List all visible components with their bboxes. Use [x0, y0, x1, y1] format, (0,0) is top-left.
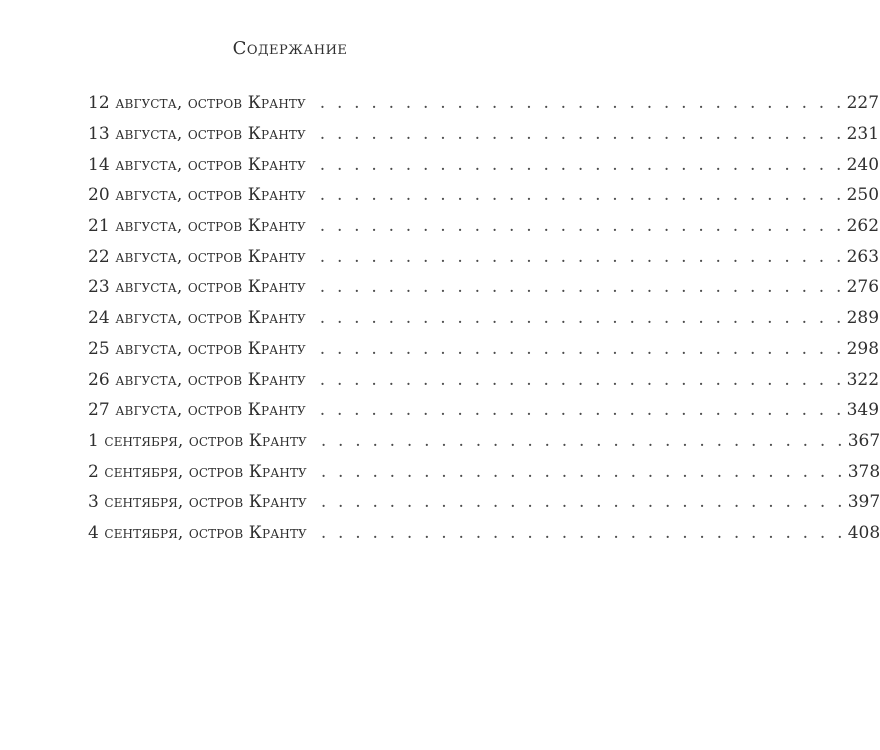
table-of-contents: [88, 88, 880, 548]
toc-entry: [88, 303, 880, 334]
toc-entry-label: 23 августа, остров Кранту: [88, 277, 306, 298]
toc-entry-label: 13 августа, остров Кранту: [88, 124, 306, 145]
toc-page-number: 298: [846, 338, 880, 359]
toc-page-number: 250: [846, 185, 880, 206]
toc-entry: [88, 211, 880, 242]
toc-dot-leader: . . . . . . . . . . . . . . . . . . . . . . . . . . . . . . .: [320, 430, 846, 451]
toc-entry: [88, 119, 880, 150]
toc-entry: [88, 456, 880, 487]
toc-dot-leader: . . . . . . . . . . . . . . . . . . . . . . . . . . . . . . .: [320, 522, 846, 543]
toc-dot-leader: . . . . . . . . . . . . . . . . . . . . . . . . . . . . . . .: [319, 124, 845, 145]
toc-entry-label: 20 августа, остров Кранту: [88, 185, 306, 206]
toc-entry: [88, 149, 880, 180]
toc-entry: [88, 241, 880, 272]
toc-dot-leader: . . . . . . . . . . . . . . . . . . . . . . . . . . . . . . .: [319, 93, 845, 114]
toc-entry-label: 26 августа, остров Кранту: [88, 369, 306, 390]
toc-dot-leader: . . . . . . . . . . . . . . . . . . . . . . . . . . . . . . .: [319, 338, 845, 359]
toc-page-number: 289: [846, 308, 880, 329]
toc-dot-leader: . . . . . . . . . . . . . . . . . . . . . . . . . . . . . . .: [319, 308, 845, 329]
toc-entry: [88, 88, 880, 119]
toc-page-number: 378: [847, 461, 880, 482]
toc-entry: [88, 395, 880, 426]
toc-entry-label: 4 сентября, остров Кранту: [88, 522, 307, 543]
toc-dot-leader: . . . . . . . . . . . . . . . . . . . . . . . . . . . . . . .: [319, 246, 845, 267]
toc-dot-leader: . . . . . . . . . . . . . . . . . . . . . . . . . . . . . . .: [320, 461, 846, 482]
toc-page-number: 408: [847, 522, 880, 543]
toc-page-number: 397: [847, 492, 880, 513]
toc-entry-label: 25 августа, остров Кранту: [88, 338, 306, 359]
toc-page-number: 276: [846, 277, 880, 298]
toc-entry: [88, 180, 880, 211]
toc-page-number: 240: [846, 154, 880, 175]
toc-dot-leader: . . . . . . . . . . . . . . . . . . . . . . . . . . . . . . .: [319, 154, 845, 175]
toc-entry-label: 22 августа, остров Кранту: [88, 246, 306, 267]
toc-entry-label: 27 августа, остров Кранту: [88, 400, 306, 421]
toc-entry: [88, 364, 880, 395]
toc-page-number: 227: [846, 93, 880, 114]
toc-page-number: 349: [846, 400, 880, 421]
toc-page-number: 263: [846, 246, 880, 267]
page-title: Содержание: [232, 38, 348, 59]
toc-entry: [88, 487, 880, 518]
toc-page-number: 262: [846, 216, 880, 237]
toc-entry: [88, 334, 880, 365]
toc-entry-label: 14 августа, остров Кранту: [88, 154, 306, 175]
toc-entry-label: 12 августа, остров Кранту: [88, 93, 306, 114]
toc-entry-label: 1 сентября, остров Кранту: [88, 430, 307, 451]
toc-entry: [88, 272, 880, 303]
toc-dot-leader: . . . . . . . . . . . . . . . . . . . . . . . . . . . . . . .: [319, 400, 845, 421]
toc-entry-label: 24 августа, остров Кранту: [88, 308, 306, 329]
toc-page-number: 367: [847, 430, 880, 451]
toc-entry-label: 21 августа, остров Кранту: [88, 216, 306, 237]
toc-entry-label: 2 сентября, остров Кранту: [88, 461, 307, 482]
toc-page-number: 231: [846, 124, 880, 145]
toc-entry: [88, 518, 880, 549]
toc-dot-leader: . . . . . . . . . . . . . . . . . . . . . . . . . . . . . . .: [319, 185, 845, 206]
toc-dot-leader: . . . . . . . . . . . . . . . . . . . . . . . . . . . . . . .: [320, 492, 846, 513]
toc-dot-leader: . . . . . . . . . . . . . . . . . . . . . . . . . . . . . . .: [319, 369, 845, 390]
toc-entry-label: 3 сентября, остров Кранту: [88, 492, 307, 513]
toc-dot-leader: . . . . . . . . . . . . . . . . . . . . . . . . . . . . . . .: [319, 216, 845, 237]
toc-page-number: 322: [846, 369, 880, 390]
toc-entry: [88, 426, 880, 457]
toc-dot-leader: . . . . . . . . . . . . . . . . . . . . . . . . . . . . . . .: [319, 277, 845, 298]
